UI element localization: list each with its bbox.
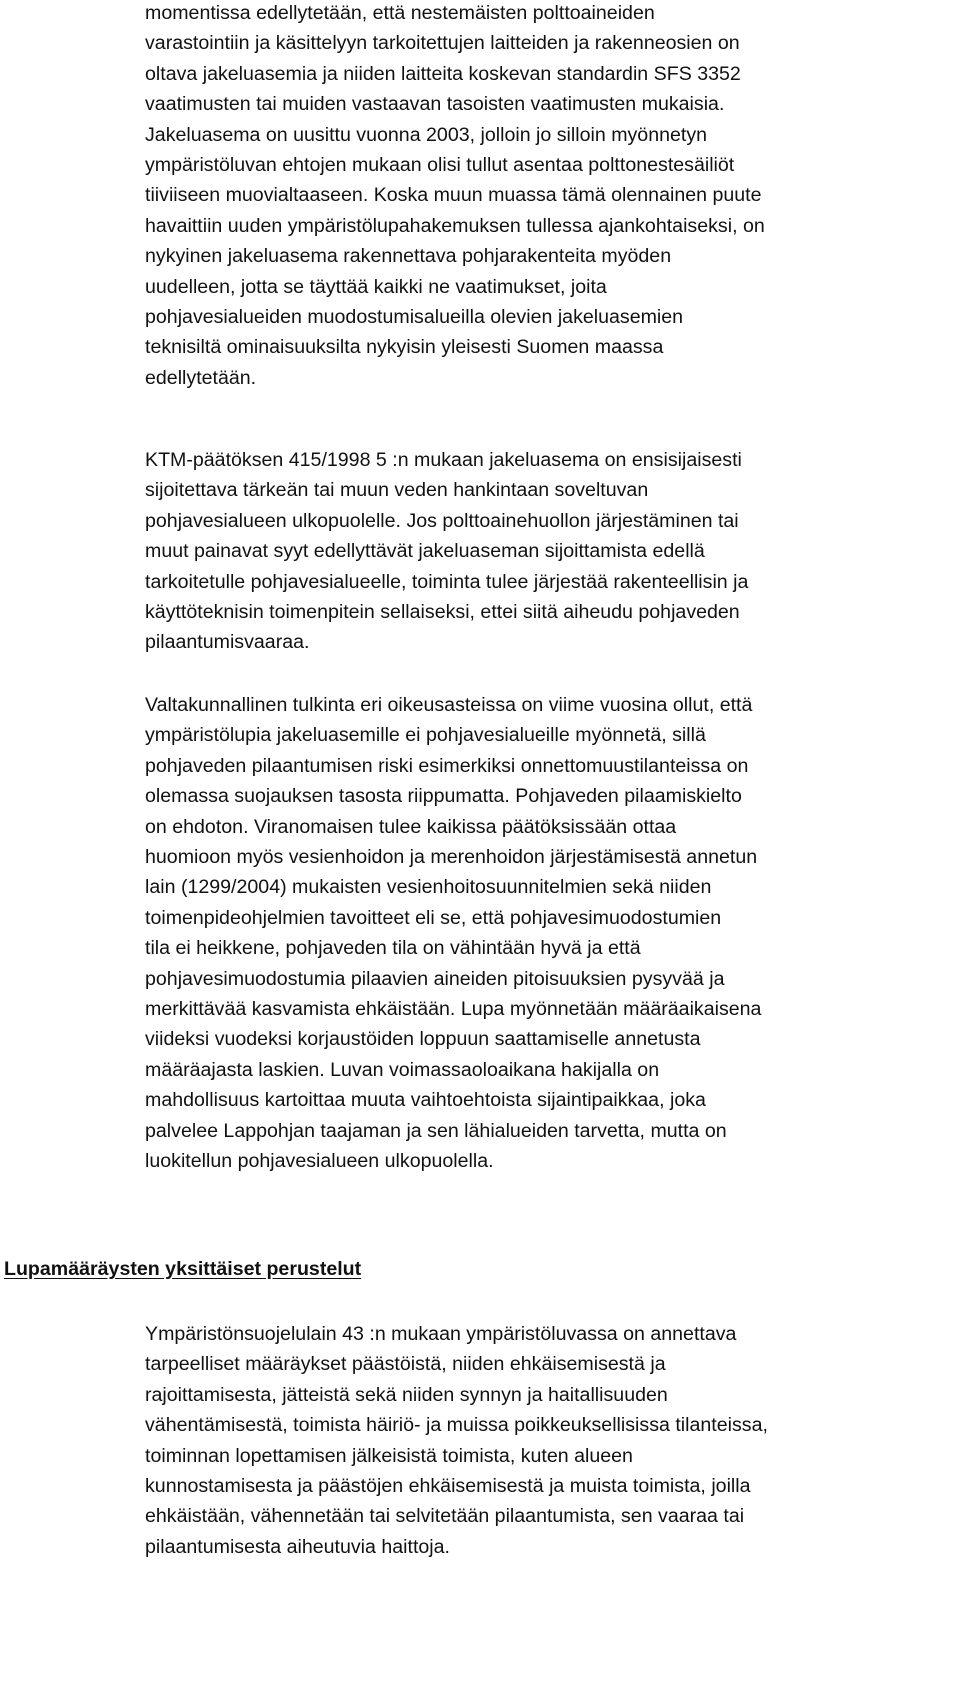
- text-line: ehkäistään, vähennetään tai selvitetään pilaantumista, sen vaaraa tai: [145, 1505, 745, 1528]
- text-line: Jakeluasema on uusittu vuonna 2003, jolloin jo silloin myönnetyn: [145, 123, 708, 146]
- text-line: toiminnan lopettamisen jälkeisistä toimista, kuten alueen: [145, 1444, 633, 1467]
- text-line: tarpeelliset määräykset päästöistä, niiden ehkäisemisestä ja: [145, 1353, 666, 1376]
- text-line: KTM-päätöksen 415/1998 5 :n mukaan jakeluasema on ensisijaisesti: [145, 449, 742, 471]
- text-line: olemassa suojauksen tasosta riippumatta. Pohjaveden pilaamiskielto: [145, 785, 742, 808]
- text-line: vaatimusten tai muiden vastaavan tasoisten vaatimusten mukaisia.: [145, 93, 725, 116]
- text-line: merkittävää kasvamista ehkäistään. Lupa myönnetään määräaikaisena: [145, 998, 762, 1021]
- paragraph-3: [145, 690, 945, 1177]
- text-line: vähentämisestä, toimista häiriö- ja muissa poikkeuksellisissa tilanteissa,: [145, 1414, 768, 1437]
- text-line: pohjavesialueen ulkopuolelle. Jos polttoainehuollon järjestäminen tai: [145, 509, 739, 532]
- text-line: tila ei heikkene, pohjaveden tila on vähintään hyvä ja että: [145, 937, 641, 960]
- paragraph-2: [145, 445, 945, 658]
- text-line: varastointiin ja käsittelyyn tarkoitettujen laitteiden ja rakenneosien on: [145, 32, 740, 55]
- text-line: pilaantumisvaaraa.: [145, 631, 310, 654]
- text-line: Ympäristönsuojelulain 43 :n mukaan ympäristöluvassa on annettava: [145, 1323, 737, 1345]
- text-line: määräajasta laskien. Luvan voimassaoloaikana hakijalla on: [145, 1058, 660, 1081]
- text-line: Valtakunnallinen tulkinta eri oikeusasteissa on viime vuosina ollut, että: [145, 694, 753, 716]
- text-line: mahdollisuus kartoittaa muuta vaihtoehtoista sijaintipaikkaa, joka: [145, 1089, 706, 1112]
- paragraph-4: [145, 1319, 945, 1562]
- text-line: huomioon myös vesienhoidon ja merenhoidon järjestämisestä annetun: [145, 846, 758, 869]
- text-line: pohjaveden pilaantumisen riski esimerkiksi onnettomuustilanteissa on: [145, 754, 749, 777]
- text-line: tiiviiseen muovialtaaseen. Koska muun muassa tämä olennainen puute: [145, 184, 762, 207]
- text-line: käyttöteknisin toimenpitein sellaiseksi, ettei siitä aiheudu pohjaveden: [145, 601, 740, 624]
- text-line: luokitellun pohjavesialueen ulkopuolella.: [145, 1150, 494, 1173]
- paragraph-1: [145, 0, 945, 393]
- text-line: kunnostamisesta ja päästöjen ehkäisemisestä ja muista toimista, joilla: [145, 1475, 751, 1498]
- text-line: ympäristöluvan ehtojen mukaan olisi tullut asentaa polttonestesäiliöt: [145, 154, 735, 177]
- text-line: sijoitettava tärkeän tai muun veden hankintaan soveltuvan: [145, 479, 649, 502]
- text-line: pohjavesialueiden muodostumisalueilla olevien jakeluasemien: [145, 306, 684, 329]
- text-line: lain (1299/2004) mukaisten vesienhoitosuunnitelmien sekä niiden: [145, 876, 712, 899]
- text-line: oltava jakeluasemia ja niiden laitteita koskevan standardin SFS 3352: [145, 62, 741, 85]
- text-line: viideksi vuodeksi korjaustöiden loppuun saattamiselle annetusta: [145, 1028, 701, 1051]
- text-line: pilaantumisesta aiheutuvia haittoja.: [145, 1535, 450, 1558]
- text-line: muut painavat syyt edellyttävät jakeluaseman sijoittamista edellä: [145, 540, 705, 563]
- text-line: havaittiin uuden ympäristölupahakemuksen tullessa ajankohtaiseksi, on: [145, 214, 765, 237]
- text-line: ympäristölupia jakeluasemille ei pohjavesialueille myönnetä, sillä: [145, 724, 706, 747]
- text-line: teknisiltä ominaisuuksilta nykyisin yleisesti Suomen maassa: [145, 336, 664, 359]
- text-line: edellytetään.: [145, 366, 257, 389]
- text-line: uudelleen, jotta se täyttää kaikki ne vaatimukset, joita: [145, 275, 607, 298]
- text-line: tarkoitetulle pohjavesialueelle, toiminta tulee järjestää rakenteellisin ja: [145, 570, 749, 593]
- text-line: rajoittamisesta, jätteistä sekä niiden synnyn ja haitallisuuden: [145, 1383, 668, 1406]
- text-line: momentissa edellytetään, että nestemäisten polttoaineiden: [145, 2, 655, 24]
- text-line: nykyinen jakeluasema rakennettava pohjarakenteita myöden: [145, 245, 672, 268]
- text-line: pohjavesimuodostumia pilaavien aineiden pitoisuuksien pysyvää ja: [145, 967, 725, 990]
- text-line: toimenpideohjelmien tavoitteet eli se, että pohjavesimuodostumien: [145, 906, 722, 929]
- text-line: palvelee Lappohjan taajaman ja sen lähialueiden tarvetta, mutta on: [145, 1119, 727, 1142]
- text-line: on ehdoton. Viranomaisen tulee kaikissa päätöksissään ottaa: [145, 815, 677, 838]
- section-heading: Lupamääräysten yksittäiset perustelut: [4, 1258, 362, 1280]
